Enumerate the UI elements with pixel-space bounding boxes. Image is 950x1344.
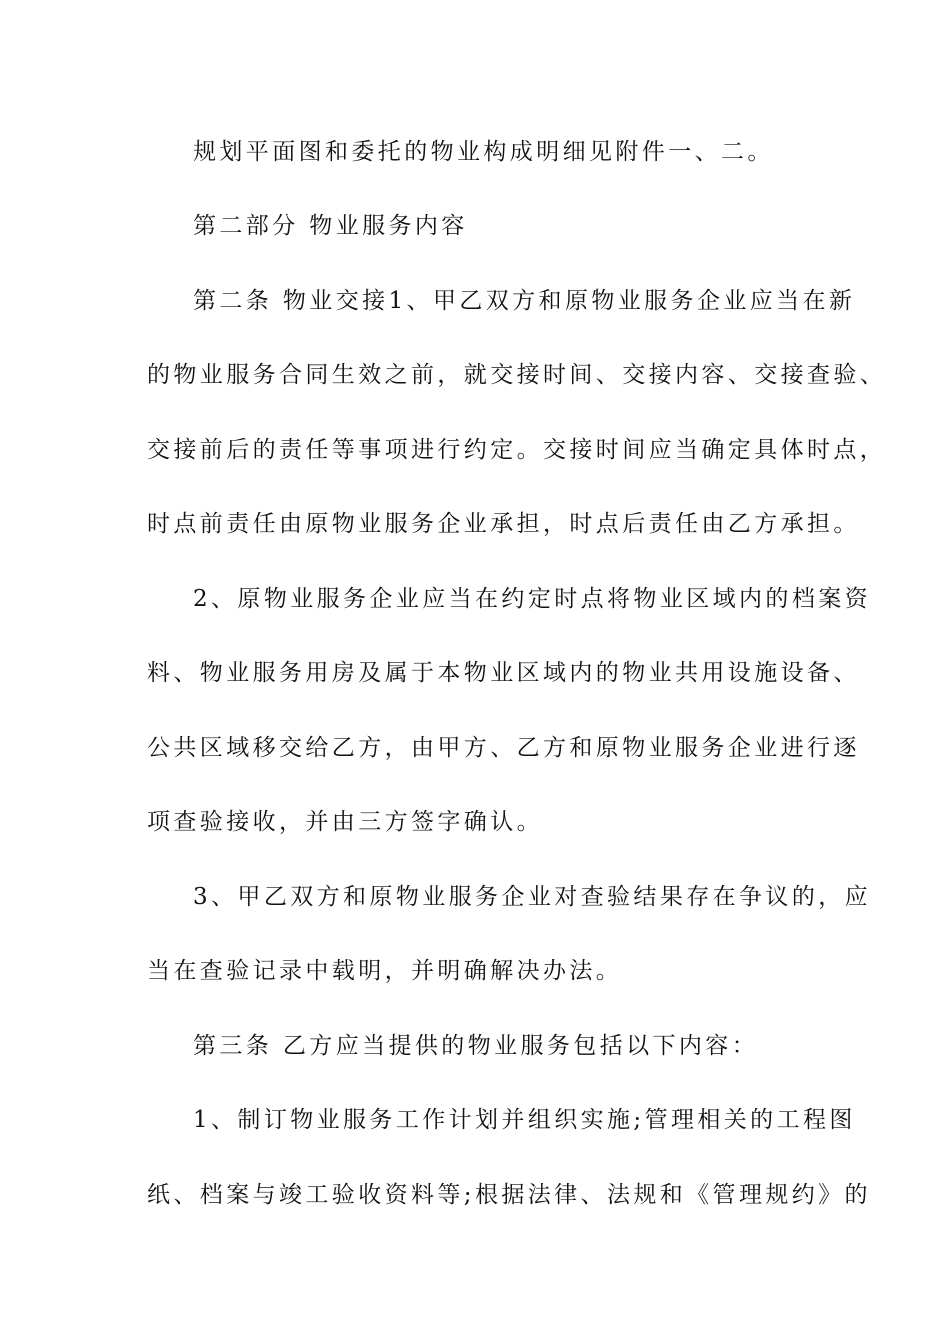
text-line-13: 第三条 乙方应当提供的物业服务包括以下内容：	[193, 1033, 759, 1059]
text-line-9: 公共区域移交给乙方，由甲方、乙方和原物业服务企业进行逐	[147, 735, 860, 761]
text-line-11: 3、甲乙双方和原物业服务企业对查验结果存在争议的，应	[193, 884, 872, 910]
text-line-7: 2、原物业服务企业应当在约定时点将物业区域内的档案资	[193, 586, 872, 612]
text-line-8: 料、物业服务用房及属于本物业区域内的物业共用设施设备、	[147, 660, 860, 686]
text-line-10: 项查验接收，并由三方签字确认。	[147, 809, 543, 835]
section-heading-part-2: 第二部分 物业服务内容	[193, 213, 468, 239]
text-line-12: 当在查验记录中载明，并明确解决办法。	[147, 958, 623, 984]
text-line-1: 规划平面图和委托的物业构成明细见附件一、二。	[193, 139, 774, 165]
text-line-15: 纸、档案与竣工验收资料等;根据法律、法规和《管理规约》的	[147, 1182, 871, 1208]
text-line-6: 时点前责任由原物业服务企业承担，时点后责任由乙方承担。	[147, 511, 860, 537]
text-line-3: 第二条 物业交接1、甲乙双方和原物业服务企业应当在新	[193, 288, 856, 314]
text-line-5: 交接前后的责任等事项进行约定。交接时间应当确定具体时点，	[147, 437, 887, 463]
text-line-14: 1、制订物业服务工作计划并组织实施;管理相关的工程图	[193, 1107, 856, 1133]
text-line-4: 的物业服务合同生效之前，就交接时间、交接内容、交接查验、	[147, 362, 887, 388]
